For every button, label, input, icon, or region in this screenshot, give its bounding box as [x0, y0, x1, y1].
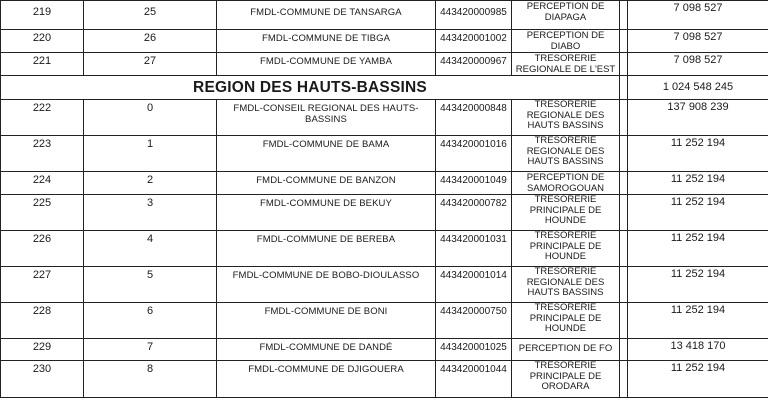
- table-row: [1, 361, 768, 398]
- account-number: 443420000985: [436, 1, 512, 30]
- location-line: PERCEPTION DE: [526, 1, 605, 12]
- row-number: 225: [1, 195, 84, 231]
- table-row: [1, 195, 768, 231]
- amount: 11 252 194: [628, 267, 768, 303]
- location-line: HOUNDE: [544, 323, 587, 334]
- location-line: PRINCIPALE DE: [529, 204, 602, 216]
- table-row: [1, 53, 768, 76]
- region-header: [1, 76, 768, 100]
- row-number: 219: [1, 1, 84, 30]
- location-line: TRESORERIE: [534, 230, 597, 241]
- location-line: REGIONALE DE L'EST: [515, 63, 616, 75]
- beneficiary-name: FMDL-COMMUNE DE BEKUY: [217, 195, 436, 231]
- beneficiary-name: FMDL-COMMUNE DE BONI: [217, 303, 436, 339]
- row-number: 229: [1, 339, 84, 361]
- row-number: 230: [1, 361, 84, 398]
- row-number: 228: [1, 303, 84, 339]
- beneficiary-name: FMDL-COMMUNE DE BEREBA: [217, 231, 436, 267]
- amount: 137 908 239: [628, 100, 768, 136]
- row-number: 226: [1, 231, 84, 267]
- location-line: TRESORERIE: [534, 302, 597, 313]
- beneficiary-name: FMDL-COMMUNE DE TANSARGA: [217, 1, 436, 30]
- location-line: TRESORERIE: [534, 360, 597, 371]
- location-line: TRESORERIE: [534, 99, 597, 110]
- location-line: TRESORERIE: [534, 194, 597, 205]
- row-index: 1: [84, 136, 217, 172]
- row-number: 223: [1, 136, 84, 172]
- location-line: PRINCIPALE DE: [529, 370, 602, 382]
- row-index: 3: [84, 195, 217, 231]
- treasury-location: [512, 1, 620, 30]
- row-number: 222: [1, 100, 84, 136]
- rows-before-region: [1, 1, 768, 76]
- region-total: 1 024 548 245: [628, 76, 768, 100]
- treasury-location: [512, 172, 620, 195]
- account-number: 443420001025: [436, 339, 512, 361]
- account-number: 443420001049: [436, 172, 512, 195]
- account-number: 443420001014: [436, 267, 512, 303]
- location-line: REGIONALE DES: [526, 145, 605, 157]
- amount: 11 252 194: [628, 303, 768, 339]
- amount: 11 252 194: [628, 361, 768, 398]
- account-number: 443420001031: [436, 231, 512, 267]
- table-row: [1, 100, 768, 136]
- account-number: 443420000848: [436, 100, 512, 136]
- row-index: 8: [84, 361, 217, 398]
- region-title: REGION DES HAUTS-BASSINS: [1, 76, 620, 100]
- row-index: 6: [84, 303, 217, 339]
- table-row: [1, 339, 768, 361]
- table-row: [1, 231, 768, 267]
- treasury-location: [512, 30, 620, 53]
- location-line: PRINCIPALE DE: [529, 240, 602, 252]
- treasury-location: [512, 100, 620, 136]
- location-line: PERCEPTION DE FO: [518, 343, 613, 354]
- location-line: PRINCIPALE DE: [529, 312, 602, 324]
- beneficiary-name: FMDL-COMMUNE DE BAMA: [217, 136, 436, 172]
- location-line: TRESORERIE: [534, 53, 597, 64]
- location-line: TRESORERIE: [534, 135, 597, 146]
- amount: 11 252 194: [628, 195, 768, 231]
- location-line: HAUTS BASSINS: [527, 156, 604, 167]
- amount: 7 098 527: [628, 53, 768, 76]
- location-line: DIABO: [550, 40, 581, 52]
- amount: 11 252 194: [628, 136, 768, 172]
- treasury-location: [512, 136, 620, 172]
- row-index: 7: [84, 339, 217, 361]
- location-line: SAMOROGOUAN: [526, 182, 605, 194]
- treasury-location: [512, 195, 620, 231]
- table-row: [1, 303, 768, 339]
- beneficiary-name: FMDL-COMMUNE DE BANZON: [217, 172, 436, 195]
- location-line: REGIONALE DES: [526, 109, 605, 121]
- account-number: 443420000782: [436, 195, 512, 231]
- table-row: [1, 1, 768, 30]
- row-index: 2: [84, 172, 217, 195]
- beneficiary-name: FMDL-COMMUNE DE DANDÉ: [217, 339, 436, 361]
- row-number: 221: [1, 53, 84, 76]
- row-number: 220: [1, 30, 84, 53]
- location-line: REGIONALE DES: [526, 276, 605, 288]
- treasury-location: [512, 267, 620, 303]
- location-line: HOUNDE: [544, 251, 587, 262]
- beneficiary-name: FMDL-COMMUNE DE YAMBA: [217, 53, 436, 76]
- beneficiary-name: FMDL-COMMUNE DE TIBGA: [217, 30, 436, 53]
- account-number: 443420000750: [436, 303, 512, 339]
- location-line: HAUTS BASSINS: [527, 287, 604, 298]
- treasury-location: [512, 361, 620, 398]
- location-line: ORODARA: [541, 381, 590, 392]
- account-number: 443420000967: [436, 53, 512, 76]
- amount: 11 252 194: [628, 172, 768, 195]
- row-index: 4: [84, 231, 217, 267]
- amount: 7 098 527: [628, 30, 768, 53]
- beneficiary-name: FMDL-CONSEIL REGIONAL DES HAUTS-BASSINS: [217, 100, 436, 136]
- table-row: [1, 136, 768, 172]
- row-index: 0: [84, 100, 217, 136]
- row-index: 26: [84, 30, 217, 53]
- amount: 7 098 527: [628, 1, 768, 30]
- row-index: 25: [84, 1, 217, 30]
- account-number: 443420001044: [436, 361, 512, 398]
- location-line: HOUNDE: [544, 215, 587, 226]
- account-number: 443420001016: [436, 136, 512, 172]
- table-row: [1, 30, 768, 53]
- beneficiary-name: FMDL-COMMUNE DE DJIGOUERA: [217, 361, 436, 398]
- table-row: [1, 267, 768, 303]
- account-number: 443420001002: [436, 30, 512, 53]
- row-index: 5: [84, 267, 217, 303]
- row-number: 224: [1, 172, 84, 195]
- row-number: 227: [1, 267, 84, 303]
- treasury-location: [512, 53, 620, 76]
- rows-after-region: [1, 100, 768, 398]
- location-line: TRESORERIE: [534, 266, 597, 277]
- location-line: HAUTS BASSINS: [527, 120, 604, 131]
- treasury-location: [512, 303, 620, 339]
- amount: 13 418 170: [628, 339, 768, 361]
- location-line: DIAPAGA: [544, 11, 587, 23]
- table-row: [1, 172, 768, 195]
- location-line: PERCEPTION DE: [526, 172, 605, 183]
- treasury-location: [512, 339, 620, 361]
- location-line: PERCEPTION DE: [526, 30, 605, 41]
- row-index: 27: [84, 53, 217, 76]
- treasury-location: [512, 231, 620, 267]
- beneficiary-name: FMDL-COMMUNE DE BOBO-DIOULASSO: [217, 267, 436, 303]
- amount: 11 252 194: [628, 231, 768, 267]
